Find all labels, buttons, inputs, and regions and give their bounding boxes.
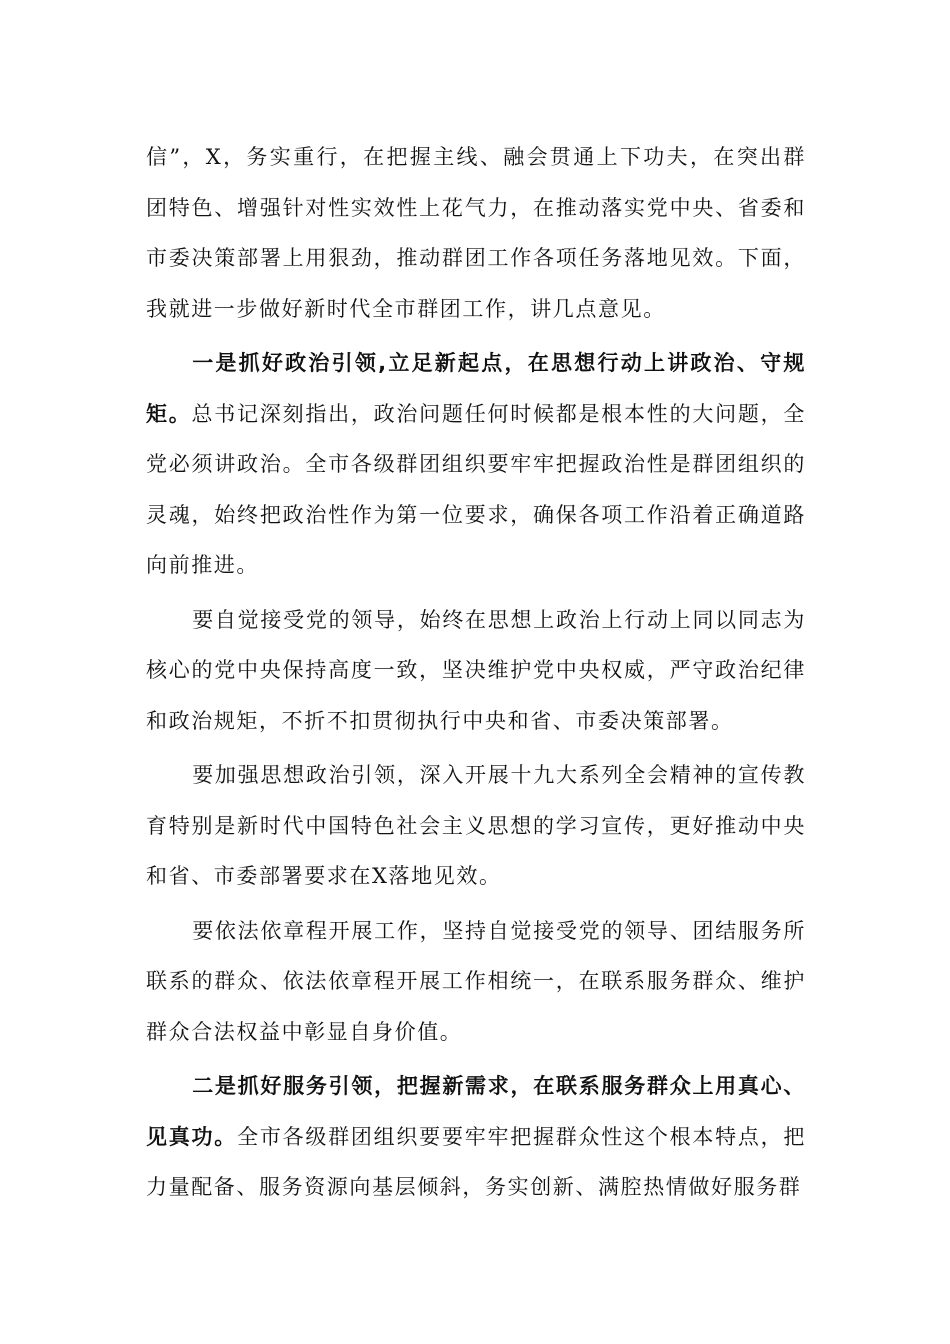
paragraph-text: 全市各级群团组织要要牢牢把握群众性这个根本特点，把力量配备、服务资源向基层倾斜，务实创新、满腔热情做好服务群: [146, 1124, 806, 1199]
paragraph-text: 总书记深刻指出，政治问题任何时候都是根本性的大问题，全党必须讲政治。全市各级群团组织要牢牢把握政治性是群团组织的灵魂，始终把政治性作为第一位要求，确保各项工作沿着正确道路向前推进。: [146, 401, 806, 577]
section-heading-political: 一是抓好政治引领,立足新起点，在思想行动上讲政治、守规矩。: [146, 351, 806, 426]
paragraph-rule-of-law: [146, 906, 806, 1058]
paragraph-text: 信”，X，务实重行，在把握主线、融会贯通上下功夫，在突出群团特色、增强针对性实效性上花气力，在推动落实党中央、省委和市委决策部署上用狠劲，推动群团工作各项任务落地见效。下面，我就进一步做好新时代全市群团工作，讲几点意见。: [146, 145, 806, 321]
document-body: [146, 132, 806, 1213]
paragraph-text: 要依法依章程开展工作，坚持自觉接受党的领导、团结服务所联系的群众、依法依章程开展工作相统一，在联系服务群众、维护群众合法权益中彰显自身价值。: [146, 918, 806, 1044]
paragraph-ideological-guidance: [146, 750, 806, 902]
section-heading-service: 二是抓好服务引领，把握新需求，在联系服务群众上用真心、见真功。: [146, 1074, 806, 1149]
paragraph-text: 要自觉接受党的领导，始终在思想上政治上行动上同以同志为核心的党中央保持高度一致，坚决维护党中央权威，严守政治纪律和政治规矩，不折不扣贯彻执行中央和省、市委决策部署。: [146, 607, 806, 733]
paragraph-political-guidance: [146, 338, 806, 591]
paragraph-service-guidance: [146, 1061, 806, 1213]
paragraph-text: 要加强思想政治引领，深入开展十九大系列全会精神的宣传教育特别是新时代中国特色社会主义思想的学习宣传，更好推动中央和省、市委部署要求在X落地见效。: [146, 763, 806, 888]
paragraph-continuation: [146, 132, 806, 334]
paragraph-party-leadership: [146, 595, 806, 747]
